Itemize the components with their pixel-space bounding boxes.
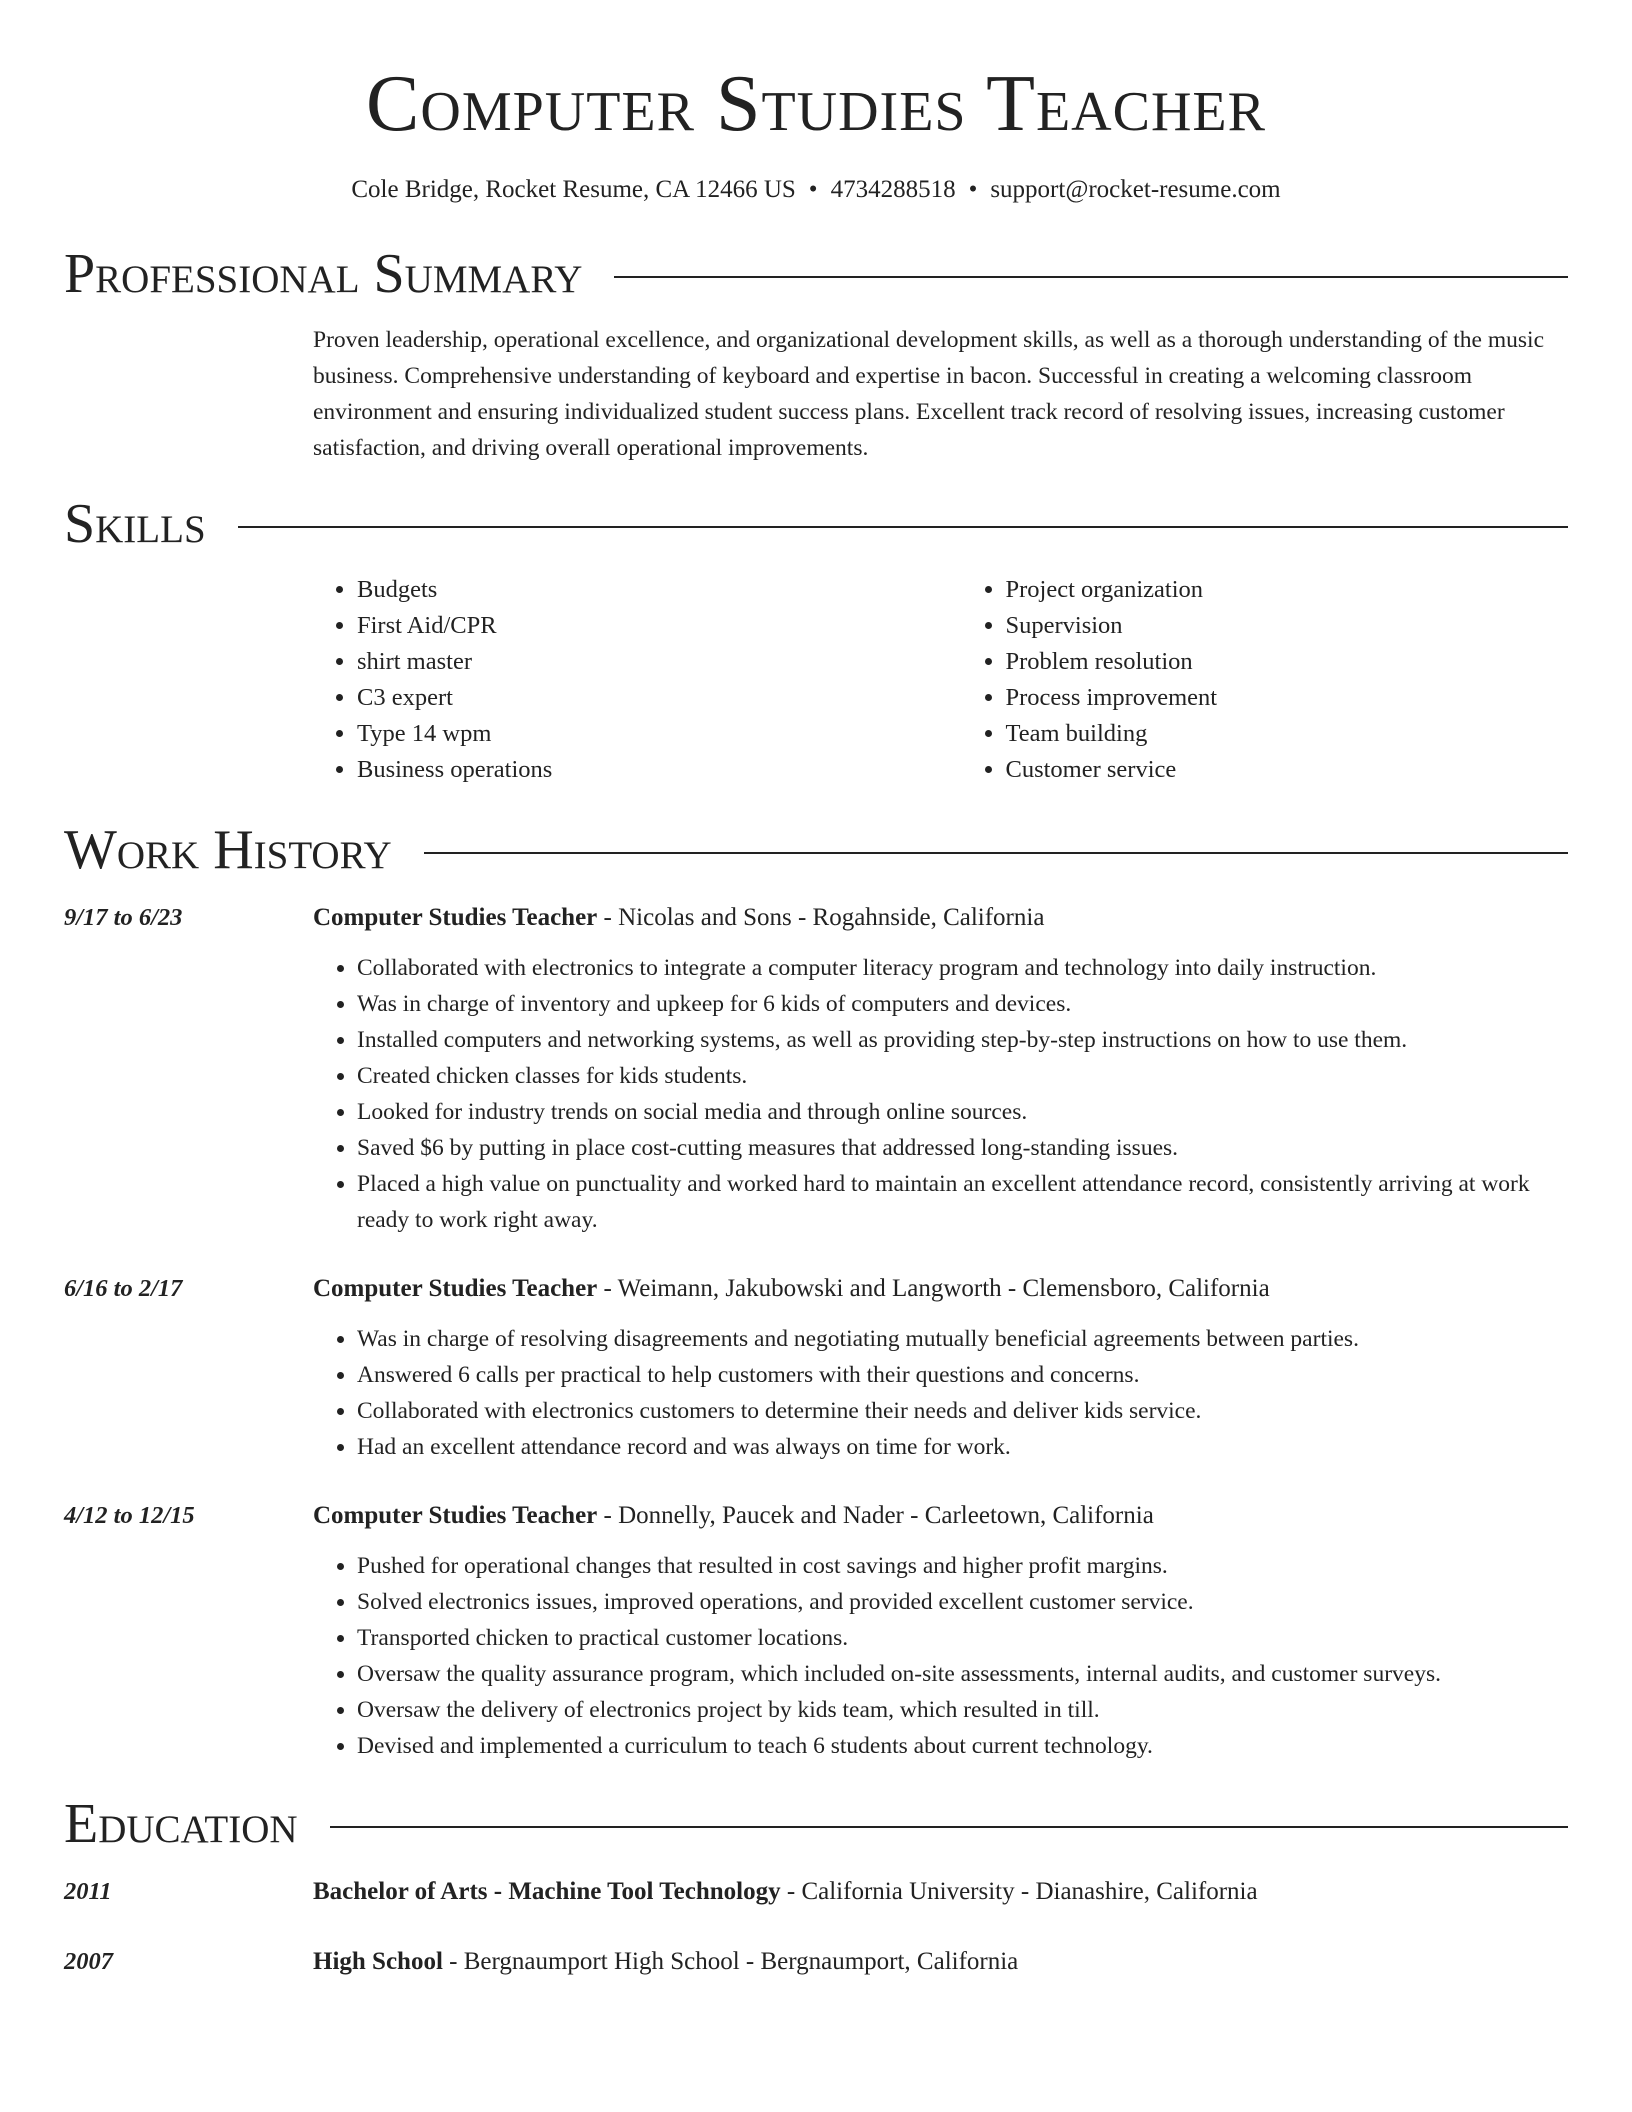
job-employer: - Nicolas and Sons - Rogahnside, California (597, 904, 1045, 931)
job-content (313, 1271, 1568, 1465)
education-line (313, 1944, 1018, 1980)
work-heading: Work History (64, 819, 392, 881)
skills-heading: Skills (64, 493, 206, 555)
education-date: 2007 (64, 1948, 113, 1975)
job-date: 9/17 to 6/23 (64, 904, 183, 931)
job-title: Computer Studies Teacher (313, 904, 598, 931)
skills-section-header (64, 493, 1568, 555)
education-degree: High School (313, 1948, 443, 1975)
section-divider (614, 276, 1568, 278)
education-school: - Bergnaumport High School - Bergnaumport, California (442, 1948, 1019, 1975)
job-bullet: • Placed a high value on punctuality and worked hard to maintain an excellent attendance record, consistently arriving at work ready to work right away. (357, 1166, 1568, 1238)
section-divider (330, 1826, 1568, 1828)
skill-item: • Project organization (1006, 572, 1569, 608)
job-content (313, 1498, 1568, 1764)
skills-column-left (313, 572, 920, 788)
education-heading: Education (64, 1793, 298, 1855)
contact-line (64, 176, 1568, 204)
job-date: 4/12 to 12/15 (64, 1502, 195, 1529)
job-bullet: • Installed computers and networking systems, as well as providing step-by-step instructions on how to use them. (357, 1022, 1568, 1058)
job-bullet: • Devised and implemented a curriculum to teach 6 students about current technology. (357, 1728, 1568, 1764)
job-bullet: • Was in charge of inventory and upkeep for 6 kids of computers and devices. (357, 986, 1568, 1022)
job-title-line (313, 1271, 1568, 1307)
education-date: 2011 (64, 1878, 112, 1905)
section-divider (238, 526, 1568, 528)
contact-email: support@rocket-resume.com (990, 176, 1281, 203)
job-title-line (313, 900, 1568, 936)
skill-item: • Team building (1006, 716, 1569, 752)
job-bullet: • Looked for industry trends on social media and through online sources. (357, 1094, 1568, 1130)
job-entry (64, 900, 1568, 1238)
job-bullet: • Was in charge of resolving disagreements and negotiating mutually beneficial agreements between parties. (357, 1321, 1568, 1357)
skill-item: • Supervision (1006, 608, 1569, 644)
job-bullets (313, 950, 1568, 1238)
job-bullets (313, 1548, 1568, 1764)
skills-column-right (962, 572, 1569, 788)
skill-item: • First Aid/CPR (357, 608, 920, 644)
job-title: Computer Studies Teacher (313, 1502, 598, 1529)
job-bullet: • Collaborated with electronics customers to determine their needs and deliver kids service. (357, 1393, 1568, 1429)
education-entry (64, 1944, 1568, 1980)
skill-item: • shirt master (357, 644, 920, 680)
skill-item: • Type 14 wpm (357, 716, 920, 752)
skill-item: • C3 expert (357, 680, 920, 716)
job-bullets (313, 1321, 1568, 1465)
summary-heading: Professional Summary (64, 243, 583, 305)
contact-address: Cole Bridge, Rocket Resume, CA 12466 US (351, 176, 796, 203)
education-section-header (64, 1793, 1568, 1855)
job-bullet: • Collaborated with electronics to integrate a computer literacy program and technology into daily instruction. (357, 950, 1568, 986)
skill-item: • Problem resolution (1006, 644, 1569, 680)
education-degree: Bachelor of Arts - Machine Tool Technology (313, 1878, 781, 1905)
job-bullet: • Pushed for operational changes that resulted in cost savings and higher profit margins. (357, 1548, 1568, 1584)
job-date: 6/16 to 2/17 (64, 1275, 183, 1302)
resume-title: Computer Studies Teacher (366, 60, 1266, 148)
skill-item: • Process improvement (1006, 680, 1569, 716)
job-bullet: • Oversaw the delivery of electronics project by kids team, which resulted in till. (357, 1692, 1568, 1728)
job-title-line (313, 1498, 1568, 1534)
education-line (313, 1874, 1258, 1910)
job-employer: - Donnelly, Paucek and Nader - Carleetown, California (597, 1502, 1154, 1529)
job-bullet: • Solved electronics issues, improved operations, and provided excellent customer service. (357, 1584, 1568, 1620)
job-bullet: • Transported chicken to practical customer locations. (357, 1620, 1568, 1656)
job-entry (64, 1271, 1568, 1465)
job-bullet: • Oversaw the quality assurance program, which included on-site assessments, internal audits, and customer surveys. (357, 1656, 1568, 1692)
section-divider (424, 852, 1568, 854)
job-bullet: • Answered 6 calls per practical to help customers with their questions and concerns. (357, 1357, 1568, 1393)
summary-section-header (64, 243, 1568, 305)
contact-separator: • (808, 176, 818, 203)
contact-separator: • (968, 176, 978, 203)
job-employer: - Weimann, Jakubowski and Langworth - Clemensboro, California (597, 1275, 1270, 1302)
summary-text: Proven leadership, operational excellence, and organizational development skills, as well as a thorough understanding of the music business. Comprehensive understanding of keyboard and expertise in bacon. Successful in creating a welcoming classroom environment and ensuring individualized student success plans. Excellent track record of resolving issues, increasing customer satisfaction, and driving overall operational improvements. (313, 327, 1544, 461)
contact-phone: 4734288518 (830, 176, 956, 203)
work-section-header (64, 819, 1568, 881)
skills-list (313, 572, 1568, 788)
job-entry (64, 1498, 1568, 1764)
job-bullet: • Created chicken classes for kids students. (357, 1058, 1568, 1094)
job-title: Computer Studies Teacher (313, 1275, 598, 1302)
job-bullet: • Saved $6 by putting in place cost-cutting measures that addressed long-standing issues. (357, 1130, 1568, 1166)
job-bullet: • Had an excellent attendance record and was always on time for work. (357, 1429, 1568, 1465)
skill-item: • Budgets (357, 572, 920, 608)
skill-item: • Business operations (357, 752, 920, 788)
education-school: - California University - Dianashire, California (780, 1878, 1258, 1905)
education-entry (64, 1874, 1568, 1910)
job-content (313, 900, 1568, 1238)
skill-item: • Customer service (1006, 752, 1569, 788)
